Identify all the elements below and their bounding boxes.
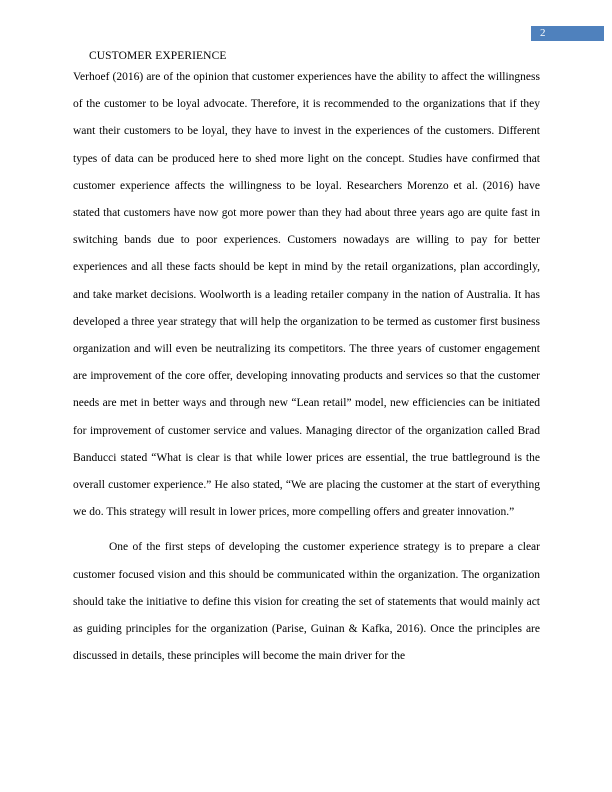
body-paragraph-1: Verhoef (2016) are of the opinion that customer experiences have the ability to affect the willingness of the customer to be loyal advocate. Therefore, it is recommended to the organizations that if they want their customers to be loyal, they have to invest in the experiences of the customers. Different types of data can be produced here to shed more light on the concept. Studies have confirmed that customer experience affects the willingness to be loyal. Researchers Morenzo et al. (2016) have stated that customers have now got more power than they had about three years ago are quite fast in switching bands due to poor experiences. Customers nowadays are willing to pay for better experiences and all these facts should be kept in mind by the retail organizations, plan accordingly, and take market decisions. Woolworth is a leading retailer company in the nation of Australia. It has developed a three year strategy that will help the organization to be termed as customer first business organization and will even be neutralizing its competitors. The three years of customer engagement are improvement of the core offer, developing innovating products and services so that the customer needs are met in better ways and through new “Lean retail” model, new efficiencies can be initiated for improvement of customer service and values. Managing director of the organization called Brad Banducci stated “What is clear is that while lower prices are essential, the true battleground is the overall customer experience.” He also stated, “We are placing the customer at the start of everything we do. This strategy will result in lower prices, more compelling offers and greater innovation.” <box>73 71 540 519</box>
body-paragraph-2: One of the first steps of developing the customer experience strategy is to prepare a clear customer focused vision and this should be communicated within the organization. The organization should take the initiative to define this vision for creating the set of statements that would mainly act as guiding principles for the organization (Parise, Guinan & Kafka, 2016). Once the principles are discussed in details, these principles will become the main driver for the <box>73 541 540 663</box>
document-body <box>73 64 540 670</box>
page-number: 2 <box>540 27 546 39</box>
running-header-title: CUSTOMER EXPERIENCE <box>89 50 227 62</box>
page-number-bar <box>531 26 604 41</box>
